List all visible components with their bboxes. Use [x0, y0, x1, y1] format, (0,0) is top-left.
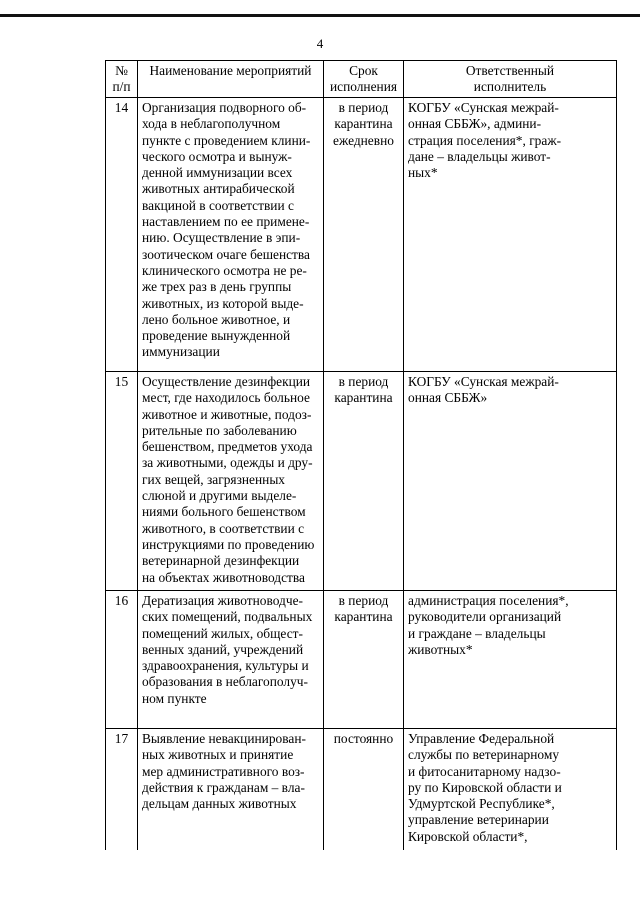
table-row	[106, 591, 617, 729]
row-responsible: КОГБУ «Сунская межрай- онная СББЖ», админи- страция поселения*, граж- дане – владельцы живот- ных*	[404, 98, 617, 372]
row-term: в период карантина ежедневно	[324, 98, 404, 372]
header-responsible: Ответственный исполнитель	[404, 61, 617, 98]
row-name: Осуществление дезинфекции мест, где находилось больное животное и животные, подоз- рительные по заболеванию бешенством, предметов ухода за животными, одежды и дру- гих вещей, загрязненных слюной и другими выделе- ниями больного бешенством животного, в соответствии с инструкциями по проведению ветеринарной дезинфекции на объектах животноводства	[138, 372, 324, 591]
row-term: в период карантина	[324, 591, 404, 729]
row-responsible: КОГБУ «Сунская межрай- онная СББЖ»	[404, 372, 617, 591]
row-term: в период карантина	[324, 372, 404, 591]
table-row	[106, 98, 617, 372]
header-name: Наименование мероприятий	[138, 61, 324, 98]
scan-top-rule	[0, 14, 640, 17]
row-name: Дератизация животноводче- ских помещений, подвальных помещений жилых, общест- венных зданий, учреждений здравоохранения, культуры и образования в неблагополуч- ном пункте	[138, 591, 324, 729]
row-name: Организация подворного об- хода в неблагополучном пункте с проведением клини- ческого осмотра и вынуж- денной иммунизации всех животных антирабической вакциной в соответствии с наставлением по ее примене- нию. Осуществление в эпи- зоотическом очаге бешенства клинического осмотра не ре- же трех раз в день группы животных, из которой выде- лено больное животное, и проведение вынужденной иммунизации	[138, 98, 324, 372]
row-name: Выявление невакцинирован- ных животных и принятие мер административного воз- действия к гражданам – вла- дельцам данных животных	[138, 729, 324, 852]
measures-table	[105, 60, 617, 852]
row-num: 17	[106, 729, 138, 852]
page-number: 4	[316, 36, 324, 51]
header-term: Срок исполнения	[324, 61, 404, 98]
page-bottom-margin	[0, 850, 640, 905]
table-row	[106, 729, 617, 852]
row-term: постоянно	[324, 729, 404, 852]
row-num: 16	[106, 591, 138, 729]
row-responsible: администрация поселения*, руководители организаций и граждане – владельцы животных*	[404, 591, 617, 729]
row-num: 15	[106, 372, 138, 591]
header-num: № п/п	[106, 61, 138, 98]
table-header-row	[106, 61, 617, 98]
row-responsible: Управление Федеральной службы по ветеринарному и фитосанитарному надзо- ру по Кировской области и Удмуртской Республике*, управление ветеринарии Кировской области*,	[404, 729, 617, 852]
row-num: 14	[106, 98, 138, 372]
table-row	[106, 372, 617, 591]
